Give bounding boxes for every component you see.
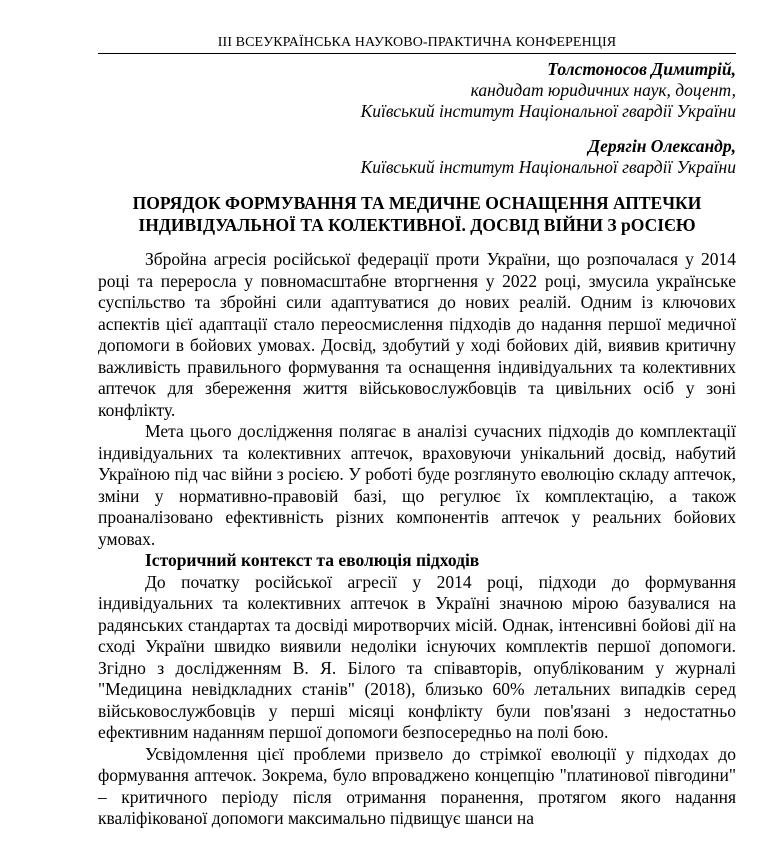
- article-body: [98, 249, 736, 830]
- author-2: [98, 136, 736, 178]
- author-1: [98, 59, 736, 123]
- body-paragraph: Мета цього дослідження полягає в аналізі сучасних підходів до комплектації індивідуальних та колективних аптечок, враховуючи унікальний досвід, набутий Україною під час війни з росією. У роботі буде розглянуто еволюцію складу аптечок, зміни у нормативно-правовій базі, що регулює їх комплектацію, а також проаналізовано ефективність різних компонентів аптечок у реальних бойових умовах.: [98, 421, 736, 549]
- document-page: [98, 34, 736, 830]
- author-name: Толстоносов Димитрій,: [547, 59, 736, 79]
- body-paragraph: До початку російської агресії у 2014 році, підходи до формування індивідуальних та колективних аптечок в Україні значною мірою базувалися на радянських стандартах та досвіді миротворчих місій. Однак, інтенсивні бойові дії на сході України швидко виявили недоліки існуючих комплектів першої допомоги. Згідно з дослідженням В. Я. Білого та співавторів, опублікованим у журналі "Медицина невідкладних станів" (2018), близько 60% летальних випадків серед військовослужбовців у перші місяці конфлікту були пов'язані з недостатньо ефективним наданням першої допомоги безпосередньо на полі бою.: [98, 571, 736, 743]
- author-degree: кандидат юридичних наук, доцент,: [470, 80, 736, 101]
- author-name: Дерягін Олександр,: [588, 135, 736, 156]
- running-header: ІІІ ВСЕУКРАЇНСЬКА НАУКОВО-ПРАКТИЧНА КОНФЕРЕНЦІЯ: [98, 34, 736, 54]
- author-block: [98, 59, 736, 178]
- author-affiliation: Київський інститут Національної гвардії України: [360, 101, 736, 122]
- body-paragraph: Усвідомлення цієї проблеми призвело до стрімкої еволюції у підходах до формування аптечок. Зокрема, було впроваджено концепцію "платинової півгодини" – критичного періоду після отримання поранення, протягом якого надання кваліфікованої допомоги максимально підвищує шанси на: [98, 743, 736, 829]
- section-heading: Історичний контекст та еволюція підходів: [145, 550, 480, 571]
- body-paragraph: Збройна агресія російської федерації проти України, що розпочалася у 2014 році та переросла у повномасштабне вторгнення у 2022 році, змусила українське суспільство та збройні сили адаптуватися до нових реалій. Одним із ключових аспектів цієї адаптації стало переосмислення підходів до надання першої медичної допомоги в бойових умовах. Досвід, здобутий у ході бойових дій, виявив критичну важливість правильного формування та оснащення індивідуальних та колективних аптечок для збереження життя військовослужбовців та цивільних осіб у зоні конфлікту.: [98, 249, 736, 420]
- paper-title: ПОРЯДОК ФОРМУВАННЯ ТА МЕДИЧНЕ ОСНАЩЕННЯ АПТЕЧКИ ІНДИВІДУАЛЬНОЇ ТА КОЛЕКТИВНОЇ. ДОСВІД ВІЙНИ З рОСІЄЮ: [132, 193, 702, 235]
- author-affiliation: Київський інститут Національної гвардії України: [360, 156, 736, 177]
